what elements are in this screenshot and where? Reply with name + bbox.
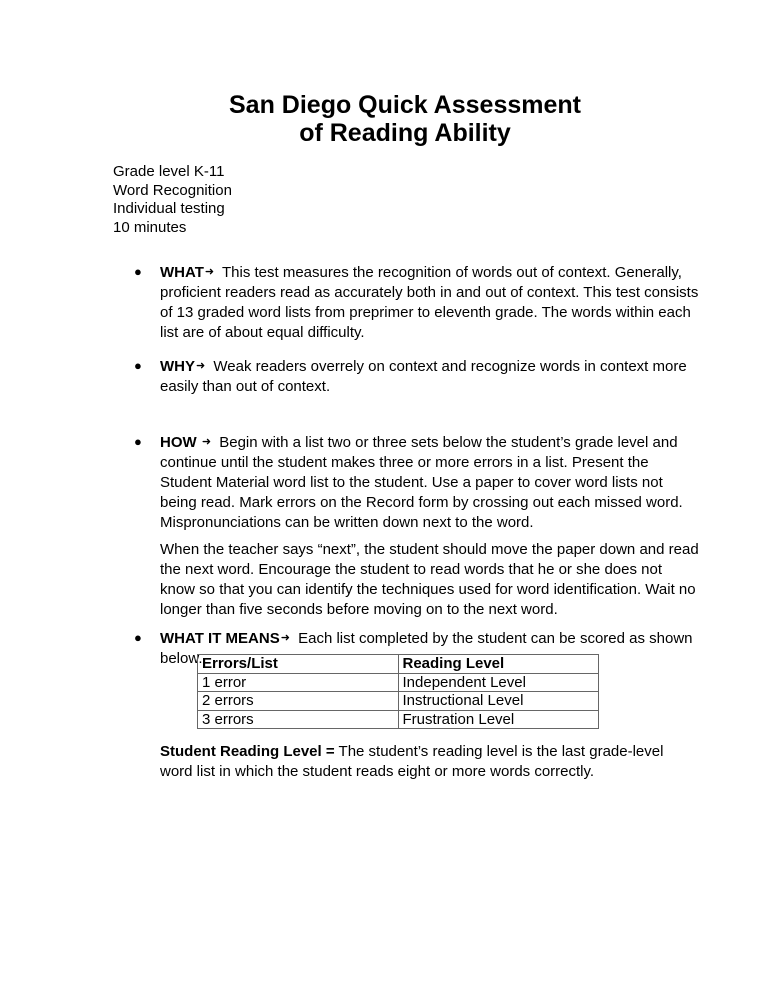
table-cell: Frustration Level (398, 710, 599, 729)
table-cell: 2 errors (198, 692, 399, 711)
meta-duration: 10 minutes (113, 218, 187, 236)
title-line-1: San Diego Quick Assessment (229, 91, 581, 119)
meta-info (113, 163, 232, 237)
item-text: This test measures the recognition of words out of context. Generally, proficient readers read as accurately both in and out of context. This test consists of 13 graded word lists from preprimer to eleventh grade. The words within each list are of about equal difficulty. (160, 264, 699, 341)
footer-label: Student Reading Level = (160, 743, 335, 760)
item-text: Begin with a list two or three sets below the student’s grade level and continue until the student makes three or more errors in a list. Present the Student Material word list to the student. Use a paper to cover word lists not being read. Mark errors on the Record form by crossing out each missed word. Mispronunciations can be written down next to the word. (160, 434, 683, 531)
table-cell: Independent Level (398, 673, 599, 692)
table-row (198, 692, 599, 711)
item-text: Each list completed by the student can be scored as shown below. (160, 630, 693, 667)
meta-testing: Individual testing (113, 200, 225, 217)
title-line-2: of Reading Ability (299, 119, 511, 147)
scoring-table (197, 654, 599, 729)
arrow-icon: ➜ (280, 632, 290, 644)
table-row (198, 710, 599, 729)
item-text: Weak readers overrely on context and recognize words in context more easily than out of context. (160, 358, 687, 395)
item-label: WHAT IT MEANS (160, 630, 280, 647)
arrow-icon: ➜ (196, 360, 206, 372)
item-how-paragraph-2: When the teacher says “next”, the student should move the paper down and read the next word. Encourage the student to read words that he or she does not know so that you can identify the techniques used for word identification. Wait no longer than five seconds before moving on to the next word. (160, 541, 699, 618)
table-cell: Instructional Level (398, 692, 599, 711)
bullet-icon: ● (134, 434, 142, 449)
meta-type: Word Recognition (113, 181, 232, 199)
item-what (134, 262, 700, 343)
item-label: HOW (160, 434, 197, 451)
item-why (134, 356, 700, 397)
table-header (198, 655, 599, 674)
bullet-icon: ● (134, 358, 142, 373)
table-cell: 1 error (198, 673, 399, 692)
item-label: WHY (160, 358, 195, 375)
meta-grade: Grade level K-11 (113, 163, 225, 180)
header-cell: Reading Level (398, 655, 599, 674)
student-reading-level (160, 742, 700, 782)
table-cell: 3 errors (198, 710, 399, 729)
item-label: WHAT (160, 264, 204, 281)
header-cell: Errors/List (198, 655, 399, 674)
bullet-icon: ● (134, 264, 142, 279)
arrow-icon: ➜ (201, 436, 212, 448)
footer-text: The student’s reading level is the last grade-level word list in which the student reads eight or more words correctly. (160, 743, 664, 780)
table-row (198, 673, 599, 692)
item-how (134, 432, 700, 533)
arrow-icon: ➜ (204, 266, 215, 278)
bullet-icon: ● (134, 630, 142, 645)
